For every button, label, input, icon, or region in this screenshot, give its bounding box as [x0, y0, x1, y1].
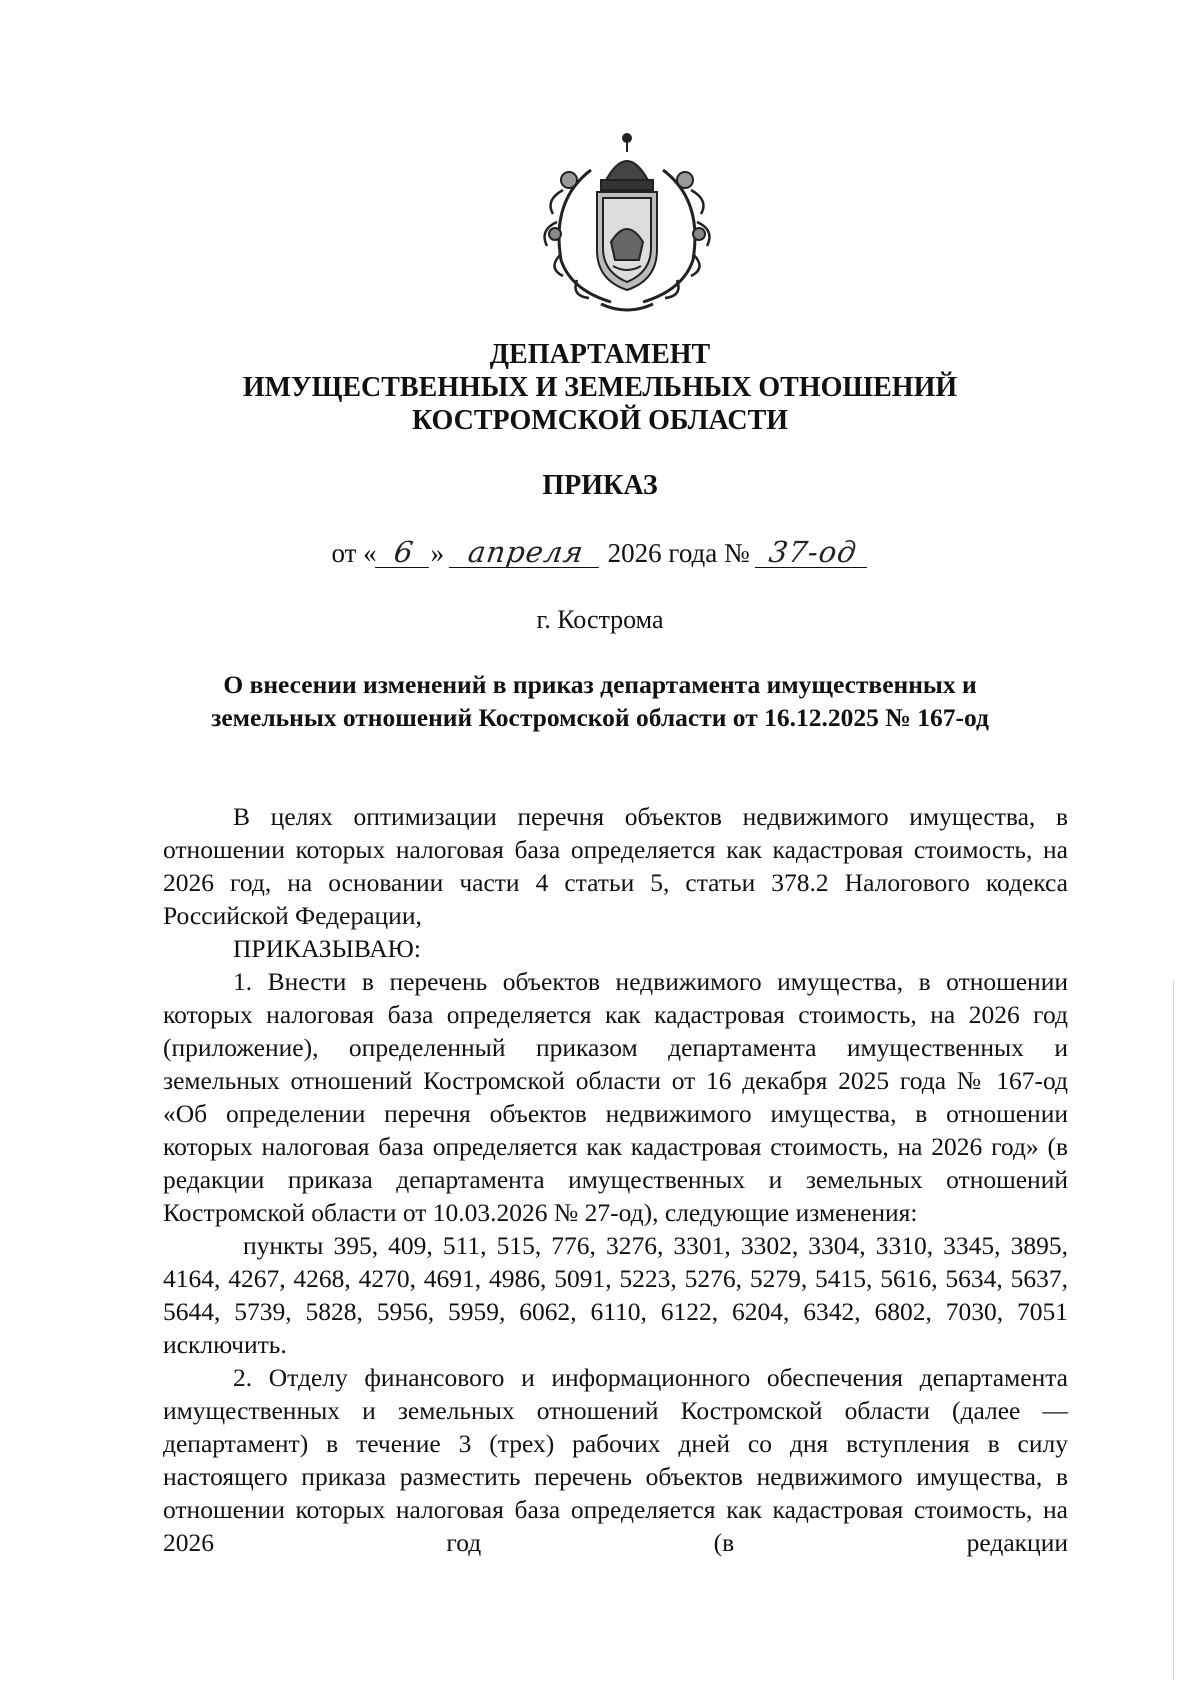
department-line-2: ИМУЩЕСТВЕННЫХ И ЗЕМЕЛЬНЫХ ОТНОШЕНИЙ — [242, 372, 958, 403]
date-quote-close: » — [430, 538, 445, 568]
subject-line-1: О внесении изменений в приказ департамента имущественных и — [223, 670, 977, 699]
department-line-3: КОСТРОМСКОЙ ОБЛАСТИ — [411, 405, 789, 436]
date-month: апреля — [449, 537, 603, 568]
city-line: г. Кострома — [536, 605, 664, 634]
date-day: 6 — [374, 537, 432, 568]
coat-of-arms-icon — [531, 130, 723, 316]
order-keyword: ПРИКАЗЫВАЮ: — [233, 934, 421, 963]
preamble-paragraph: В целях оптимизации перечня объектов недвижимого имущества, в отношении которых налоговая база определяется как кадастровая стоимость, на 2026 год, на основании части 4 статьи 5, статьи 378.2 Налогового кодекса Российской Федерации, — [163, 802, 1068, 930]
document-type: ПРИКАЗ — [542, 470, 658, 501]
department-header — [0, 338, 1200, 437]
date-number-line — [0, 537, 1200, 569]
order-subject — [0, 668, 1200, 734]
excluded-items-paragraph: пункты 395, 409, 511, 515, 776, 3276, 3301, 3302, 3304, 3310, 3345, 3895, 4164, 4267, 4268, 4270, 4691, 4986, 5091, 5223, 5276, 5279, 5415, 5616, 5634, 5637, 5644, 5739, 5828, 5956, 5959, 6062, 6110, 6122, 6204, 6342, 6802, 7030, 7051 исключить. — [163, 1231, 1068, 1359]
order-number: 37-од — [754, 537, 870, 568]
order-body — [163, 800, 1068, 1559]
subject-line-2: земельных отношений Костромской области от 16.12.2025 № 167-од — [211, 703, 989, 732]
date-year-text: 2026 года № — [607, 538, 750, 568]
department-line-1: ДЕПАРТАМЕНТ — [489, 339, 711, 370]
item-2-paragraph: 2. Отделу финансового и информационного обеспечения департамента имущественных и земельных отношений Костромской области (далее — департамент) в течение 3 (трех) рабочих дней со дня вступления в силу настоящего приказа разместить перечень объектов недвижимого имущества, в отношении которых налоговая база определяется как кадастровая стоимость, на 2026 год (в редакции — [163, 1363, 1068, 1557]
date-prefix: от « — [331, 538, 377, 568]
item-1-paragraph: 1. Внести в перечень объектов недвижимого имущества, в отношении которых налоговая база определяется как кадастровая стоимость, на 2026 год (приложение), определенный приказом департамента имущественных и земельных отношений Костромской области от 16 декабря 2025 года № 167-од «Об определении перечня объектов недвижимого имущества, в отношении которых налоговая база определяется как кадастровая стоимость, на 2026 год» (в редакции приказа департамента имущественных и земельных отношений Костромской области от 10.03.2026 № 27-од), следующие изменения: — [163, 967, 1068, 1227]
scan-edge-line — [1173, 980, 1174, 1680]
